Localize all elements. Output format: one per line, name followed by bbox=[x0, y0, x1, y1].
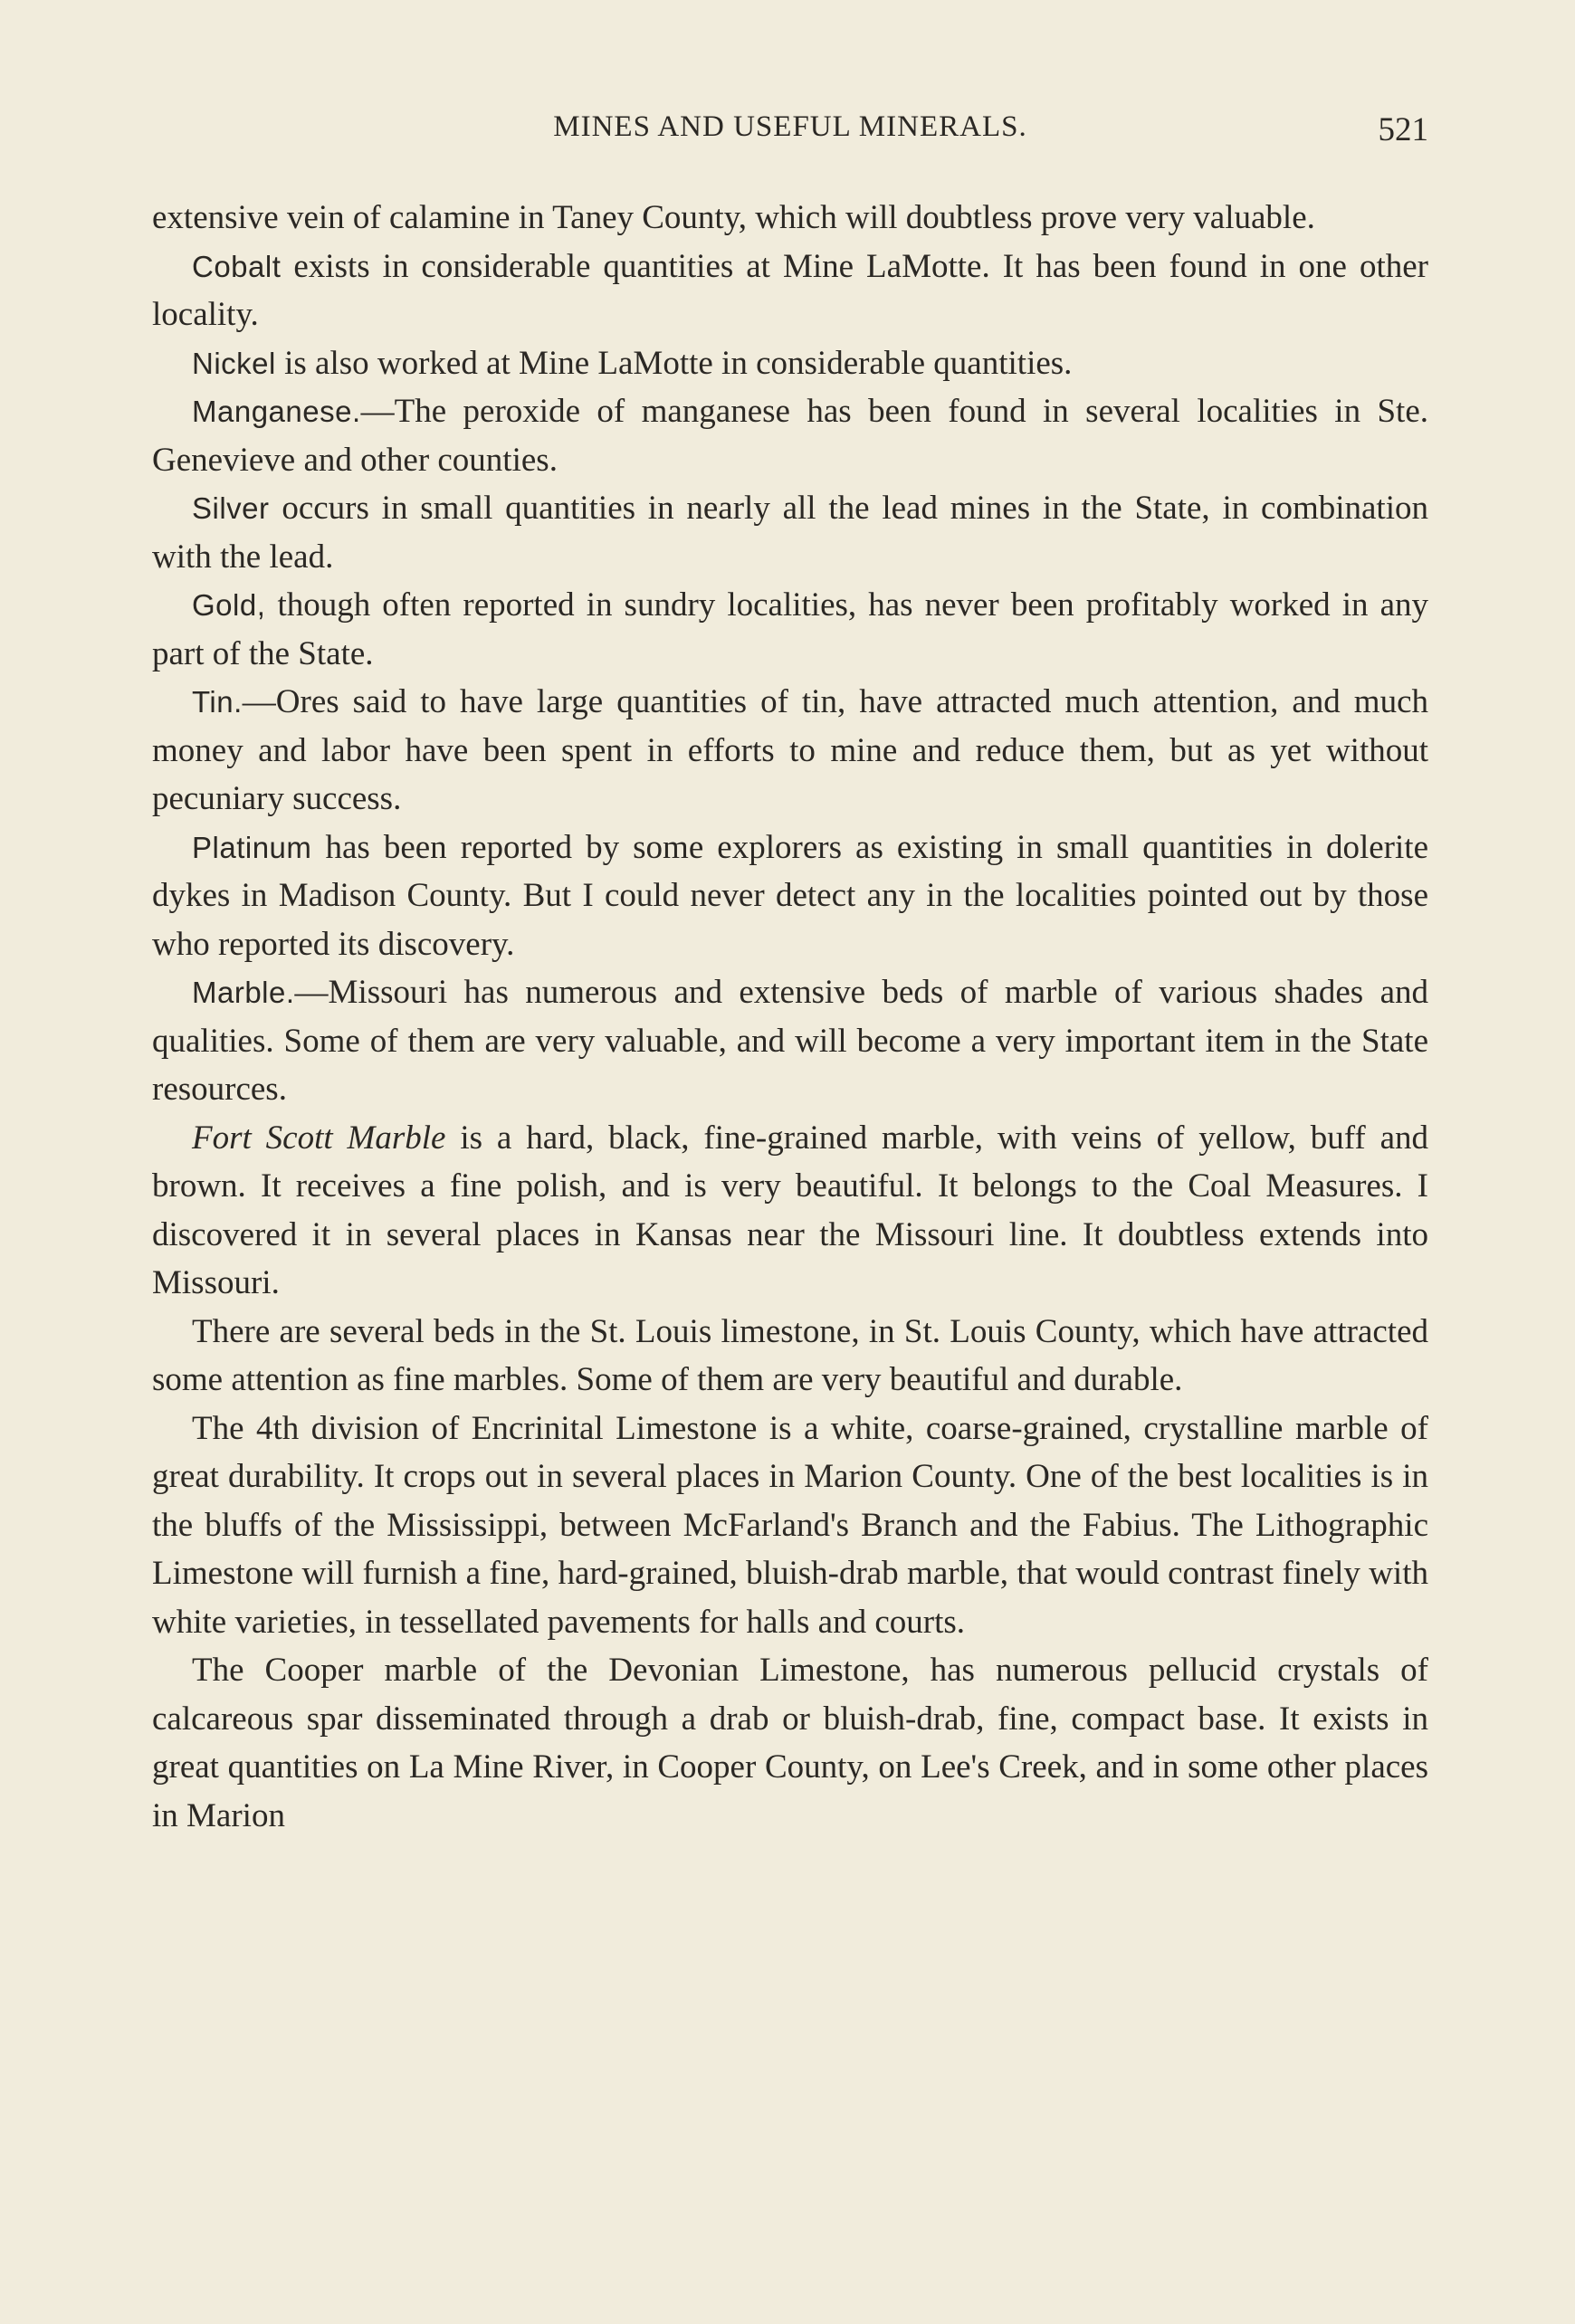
paragraph-text: —Ores said to have large quantities of tin, have attracted much attention, and much money and labor have been spent in efforts to mine and reduce them, but as yet without pecuniary success. bbox=[152, 683, 1428, 817]
paragraph bbox=[152, 339, 1428, 388]
paragraph bbox=[152, 824, 1428, 969]
paragraph-text: The Cooper marble of the Devonian Limestone, has numerous pellucid crystals of calcareous spar disseminated through a drab or bluish-drab, fine, compact base. It exists in great quantities on La Mine River, in Cooper County, on Lee's Creek, and in some other places in Marion bbox=[152, 1652, 1428, 1834]
paragraph-lead: Tin. bbox=[192, 685, 243, 719]
running-header bbox=[152, 110, 1428, 161]
paragraph-lead: Nickel bbox=[192, 346, 276, 380]
paragraph bbox=[152, 484, 1428, 581]
paragraph bbox=[152, 968, 1428, 1114]
paragraph bbox=[152, 1114, 1428, 1308]
paragraph bbox=[152, 581, 1428, 678]
paragraph-text: There are several beds in the St. Louis limestone, in St. Louis County, which have attracted some attention as fine marbles. Some of them are very beautiful and durable. bbox=[152, 1312, 1428, 1398]
paragraph-text: is a hard, black, fine-grained marble, with veins of yellow, buff and brown. It receives a fine polish, and is very beautiful. It belongs to the Coal Measures. I discovered it in several places in Kansas near the Missouri line. It doubtless extends into Missouri. bbox=[152, 1119, 1428, 1301]
paragraph bbox=[152, 387, 1428, 484]
paragraph-text: The 4th division of Encrinital Limestone is a white, coarse-grained, crystalline marble of great durability. It crops out in several places in Marion County. One of the best localities is in the bluffs of the Mississippi, between McFarland's Branch and the Fabius. The Lithographic Limestone will furnish a fine, hard-grained, bluish-drab marble, that would contrast finely with white varieties, in tessellated pavements for halls and courts. bbox=[152, 1409, 1428, 1641]
paragraph-lead: Gold, bbox=[192, 588, 266, 622]
running-title: MINES AND USEFUL MINERALS. bbox=[553, 110, 1027, 143]
paragraph bbox=[152, 1308, 1428, 1405]
paragraph-text: though often reported in sundry localities, has never been profitably worked in any part of the State. bbox=[152, 586, 1428, 672]
paragraph-lead: Silver bbox=[192, 491, 270, 525]
paragraph bbox=[152, 1405, 1428, 1647]
paragraph-text: extensive vein of calamine in Taney County, which will doubtless prove very valuable. bbox=[152, 199, 1315, 236]
paragraph-lead: Cobalt bbox=[192, 249, 282, 283]
paragraph-lead: Platinum bbox=[192, 830, 312, 864]
paragraph bbox=[152, 243, 1428, 339]
body-text bbox=[152, 194, 1428, 1840]
paragraph-lead: Manganese. bbox=[192, 395, 361, 428]
paragraph-text: exists in considerable quantities at Mine LaMotte. It has been found in one other locality. bbox=[152, 247, 1428, 333]
paragraph-text: has been reported by some explorers as existing in small quantities in dolerite dykes in Madison County. But I could never detect any in the localities pointed out by those who reported its discovery. bbox=[152, 828, 1428, 963]
page-number: 521 bbox=[1378, 111, 1428, 148]
paragraph-italic-lead: Fort Scott Marble bbox=[192, 1119, 446, 1157]
paragraph-text: is also worked at Mine LaMotte in considerable quantities. bbox=[275, 344, 1073, 382]
paragraph-text: occurs in small quantities in nearly all the lead mines in the State, in combination with the lead. bbox=[152, 490, 1428, 576]
paragraph bbox=[152, 1646, 1428, 1840]
paragraph-text: —Missouri has numerous and extensive beds of marble of various shades and qualities. Some of them are very valuable, and will become a very important item in the State resources. bbox=[152, 974, 1428, 1108]
paragraph-text: —The peroxide of manganese has been found in several localities in Ste. Genevieve and other counties. bbox=[152, 393, 1428, 479]
paragraph-lead: Marble. bbox=[192, 976, 295, 1009]
paragraph bbox=[152, 678, 1428, 824]
paragraph bbox=[152, 194, 1428, 243]
